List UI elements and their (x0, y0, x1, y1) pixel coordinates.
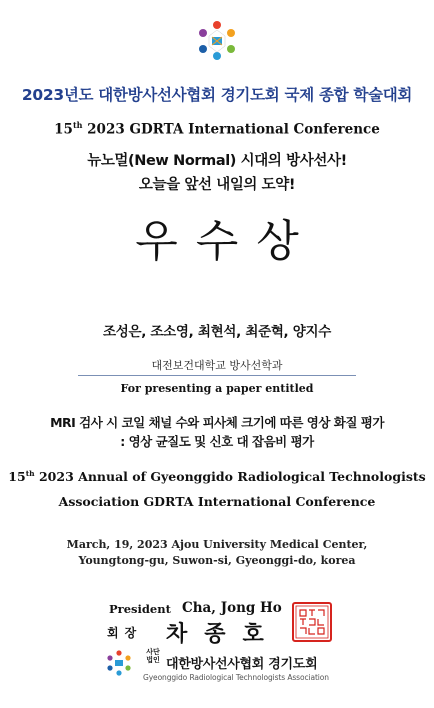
president-name-korean: 차종호 (166, 622, 281, 647)
gdrta-logo-icon (187, 20, 247, 60)
official-seal-icon (292, 602, 332, 642)
conference-title-english: 15th 2023 GDRTA International Conference (54, 120, 380, 138)
event-date-venue: March, 19, 2023 Ajou University Medical Center, (66, 538, 368, 551)
organization-name-english: Gyeonggido Radiological Technologists Association (143, 673, 329, 682)
annual-conference-line-2: Association GDRTA International Conference (58, 494, 376, 509)
president-name: Cha, Jong Ho (182, 600, 282, 616)
paper-title-line-2: : 영상 균질도 및 신호 대 잡음비 평가 (120, 434, 314, 449)
slogan-line-1: 뉴노멀(New Normal) 시대의 방사선사! (87, 153, 347, 169)
slogan-line-2: 오늘을 앞선 내일의 도약! (138, 177, 296, 193)
divider-line (78, 375, 356, 376)
annual-conference-line-1: 15th 2023 Annual of Gyeonggido Radiological Technologists (8, 469, 426, 485)
paper-title-line-1: MRI 검사 시 코일 채널 수와 피사체 크기에 따른 영상 화질 평가 (50, 415, 384, 430)
president-label: President (109, 602, 171, 616)
org-type-label: 사단 법인 (146, 648, 160, 664)
organization-name-korean: 대한방사선사협회 경기도회 (166, 657, 318, 672)
event-location: Youngtong-gu, Suwon-si, Gyeonggi-do, korea (78, 554, 356, 567)
award-title: 우수상 (135, 216, 317, 267)
conference-title-korean: 2023년도 대한방사선사협회 경기도회 국제 종합 학술대회 (21, 86, 413, 104)
recipient-affiliation: 대전보건대학교 방사선학과 (151, 359, 283, 372)
president-label-korean: 회장 (107, 626, 143, 640)
presenting-caption: For presenting a paper entitled (120, 382, 314, 395)
award-recipients: 조성은, 조소영, 최현석, 최준혁, 양지수 (102, 324, 332, 340)
gdrta-footer-logo-icon (101, 650, 137, 676)
